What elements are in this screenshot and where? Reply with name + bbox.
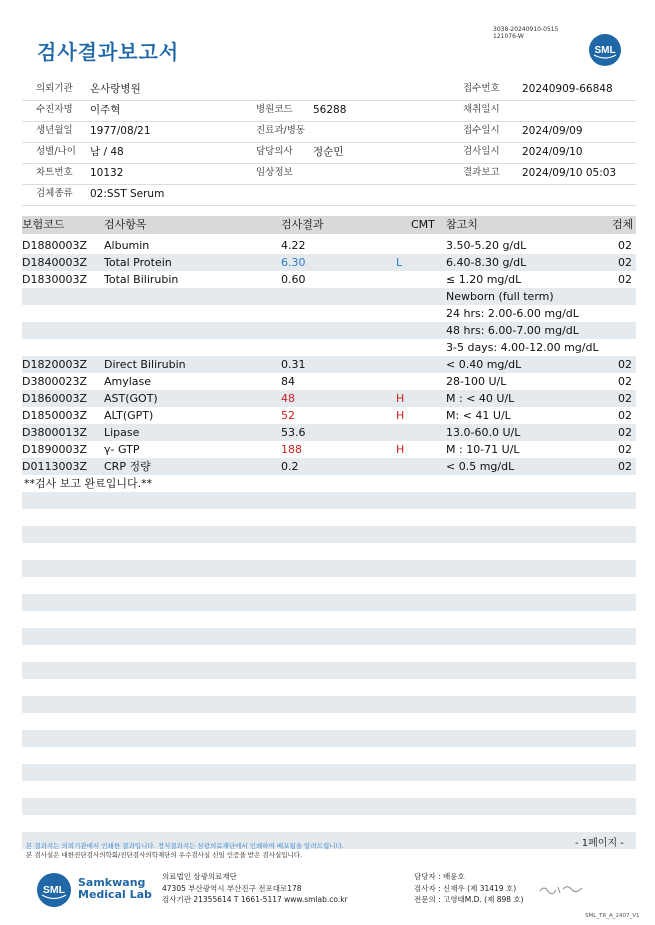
cell-specimen: 02 — [618, 409, 632, 422]
cell-flag: L — [396, 256, 403, 269]
cell-specimen: 02 — [618, 273, 632, 286]
info-label: 접수일시 — [463, 125, 500, 136]
info-value: 56288 — [313, 104, 347, 116]
cell-item: Lipase — [104, 426, 140, 439]
empty-row — [22, 662, 636, 679]
cell-ref: 48 hrs: 6.00-7.00 mg/dL — [446, 324, 579, 337]
info-label: 검체종류 — [36, 188, 73, 199]
cell-ref: 6.40-8.30 g/dL — [446, 256, 527, 269]
info-row — [22, 142, 636, 164]
cell-code: D1820003Z — [22, 358, 87, 371]
cell-specimen: 02 — [618, 443, 632, 456]
info-row — [22, 100, 636, 122]
document-version: SML_TR_A_2407_V1 — [585, 913, 640, 919]
svg-text:SML: SML — [594, 45, 616, 56]
cell-result: 0.31 — [281, 358, 306, 371]
info-label: 검사일시 — [463, 146, 500, 157]
cell-item: Total Protein — [104, 256, 172, 269]
info-label: 생년월일 — [36, 125, 73, 136]
cell-result: 48 — [281, 392, 295, 405]
cell-item: AST(GOT) — [104, 392, 158, 405]
cell-code: D3800013Z — [22, 426, 87, 439]
table-row — [22, 288, 636, 305]
col-header-item: 검사항목 — [104, 218, 147, 231]
cell-ref: Newborn (full term) — [446, 290, 554, 303]
col-header-code: 보험코드 — [22, 218, 65, 231]
cell-item: Direct Bilirubin — [104, 358, 186, 371]
cell-item: Amylase — [104, 375, 152, 388]
cell-specimen: 02 — [618, 239, 632, 252]
cell-specimen: 02 — [618, 375, 632, 388]
cell-item: CRP 정량 — [104, 460, 151, 473]
footer-sml-logo — [36, 872, 72, 908]
col-header-result: 검사결과 — [281, 218, 324, 231]
signature-image — [538, 883, 584, 895]
table-row — [22, 424, 636, 441]
col-header-cmt: CMT — [411, 218, 435, 231]
cell-specimen: 02 — [618, 460, 632, 473]
info-label: 병원코드 — [256, 104, 293, 115]
info-row — [22, 79, 636, 101]
info-label: 수진자명 — [36, 104, 73, 115]
cell-result: 6.30 — [281, 256, 306, 269]
cell-item: ALT(GPT) — [104, 409, 154, 422]
cell-ref: 24 hrs: 2.00-6.00 mg/dL — [446, 307, 579, 320]
table-row — [22, 441, 636, 458]
cell-flag: H — [396, 392, 405, 405]
cell-specimen: 02 — [618, 426, 632, 439]
col-header-specimen: 검체 — [612, 218, 634, 231]
notice-line-2: 본 검사실은 대한진단검사의학회/진단검사의학재단의 우수검사실 신임 인증을 받은 검사실입니다. — [26, 851, 303, 859]
info-label: 결과보고 — [463, 167, 500, 178]
info-value: 10132 — [90, 167, 124, 179]
empty-row — [22, 492, 636, 509]
info-label: 차트번호 — [36, 167, 73, 178]
cell-result: 188 — [281, 443, 302, 456]
cell-ref: < 0.5 mg/dL — [446, 460, 515, 473]
info-value: 정순민 — [313, 146, 344, 158]
cell-code: D1890003Z — [22, 443, 87, 456]
info-label: 의뢰기관 — [36, 83, 73, 94]
empty-row — [22, 628, 636, 645]
cell-ref: 3-5 days: 4.00-12.00 mg/dL — [446, 341, 599, 354]
table-row — [22, 407, 636, 424]
info-value: 2024/09/10 05:03 — [522, 167, 617, 179]
results-table-header — [22, 216, 636, 234]
info-value: 온사랑병원 — [90, 83, 141, 95]
info-label: 진료과/병동 — [256, 125, 306, 136]
cell-ref: 3.50-5.20 g/dL — [446, 239, 527, 252]
cell-result: 0.60 — [281, 273, 306, 286]
page-title: 검사결과보고서 — [37, 40, 180, 64]
table-row — [22, 339, 636, 356]
info-label: 담당의사 — [256, 146, 293, 157]
table-row — [22, 305, 636, 322]
cell-flag: H — [396, 443, 405, 456]
cell-specimen: 02 — [618, 392, 632, 405]
info-value: 20240909-66848 — [522, 83, 613, 95]
sml-logo — [588, 33, 622, 67]
cell-result: 0.2 — [281, 460, 299, 473]
info-value: 1977/08/21 — [90, 125, 151, 137]
cell-specimen: 02 — [618, 256, 632, 269]
empty-row — [22, 764, 636, 781]
cell-ref: M : < 40 U/L — [446, 392, 515, 405]
info-label: 임상정보 — [256, 167, 293, 178]
cell-code: D0113003Z — [22, 460, 87, 473]
info-row — [22, 163, 636, 185]
cell-item: γ- GTP — [104, 443, 140, 456]
cell-ref: 28-100 U/L — [446, 375, 507, 388]
report-complete-note: **검사 보고 완료입니다.** — [24, 477, 153, 490]
empty-row — [22, 560, 636, 577]
company-name: Samkwang Medical Lab — [78, 876, 152, 901]
document-id: 3038-20240910-0515 121076-W — [493, 26, 559, 40]
table-row — [22, 271, 636, 288]
info-value: 2024/09/09 — [522, 125, 583, 137]
info-value: 02:SST Serum — [90, 188, 165, 200]
cell-result: 52 — [281, 409, 295, 422]
table-row — [22, 390, 636, 407]
table-row — [22, 254, 636, 271]
col-header-ref: 참고치 — [446, 218, 478, 231]
notice-line-1: 본 결과지는 의뢰기관에서 인쇄한 결과입니다. 정식결과지는 삼광의료재단에서 인쇄하여 배포됨을 알려드립니다. — [26, 842, 344, 850]
empty-row — [22, 696, 636, 713]
table-row — [22, 356, 636, 373]
page-number: - 1페이지 - — [575, 838, 624, 849]
staff-info: 담당자 : 배윤호 검사자 : 신재우 (제 31419 호) 전문의 : 고영태M.D. (제 898 호) — [414, 872, 524, 904]
info-value: 남 / 48 — [90, 146, 124, 158]
table-row — [22, 237, 636, 254]
cell-code: D1860003Z — [22, 392, 87, 405]
info-value: 2024/09/10 — [522, 146, 583, 158]
info-label: 접수번호 — [463, 83, 500, 94]
info-label: 채취일시 — [463, 104, 500, 115]
cell-item: Total Bilirubin — [104, 273, 179, 286]
empty-row — [22, 798, 636, 815]
cell-ref: M: < 41 U/L — [446, 409, 511, 422]
cell-code: D1840003Z — [22, 256, 87, 269]
table-row — [22, 373, 636, 390]
cell-ref: 13.0-60.0 U/L — [446, 426, 521, 439]
info-row — [22, 184, 636, 206]
empty-row — [22, 594, 636, 611]
cell-code: D1880003Z — [22, 239, 87, 252]
table-row — [22, 458, 636, 475]
cell-specimen: 02 — [618, 358, 632, 371]
cell-result: 84 — [281, 375, 295, 388]
info-label: 성별/나이 — [36, 146, 76, 157]
cell-ref: < 0.40 mg/dL — [446, 358, 522, 371]
cell-ref: ≤ 1.20 mg/dL — [446, 273, 522, 286]
company-address: 의료법인 삼광의료재단 47305 부산광역시 부산진구 전포대로178 검사기관 21355614 T 1661-5117 www.smlab.co.kr — [162, 872, 348, 904]
cell-flag: H — [396, 409, 405, 422]
svg-text:SML: SML — [42, 884, 66, 896]
cell-ref: M : 10-71 U/L — [446, 443, 520, 456]
cell-code: D3800023Z — [22, 375, 87, 388]
cell-code: D1850003Z — [22, 409, 87, 422]
info-value: 이주혁 — [90, 104, 121, 116]
empty-row — [22, 730, 636, 747]
info-row — [22, 121, 636, 143]
cell-result: 53.6 — [281, 426, 306, 439]
cell-item: Albumin — [104, 239, 150, 252]
empty-row — [22, 526, 636, 543]
cell-result: 4.22 — [281, 239, 306, 252]
table-row — [22, 322, 636, 339]
cell-code: D1830003Z — [22, 273, 87, 286]
